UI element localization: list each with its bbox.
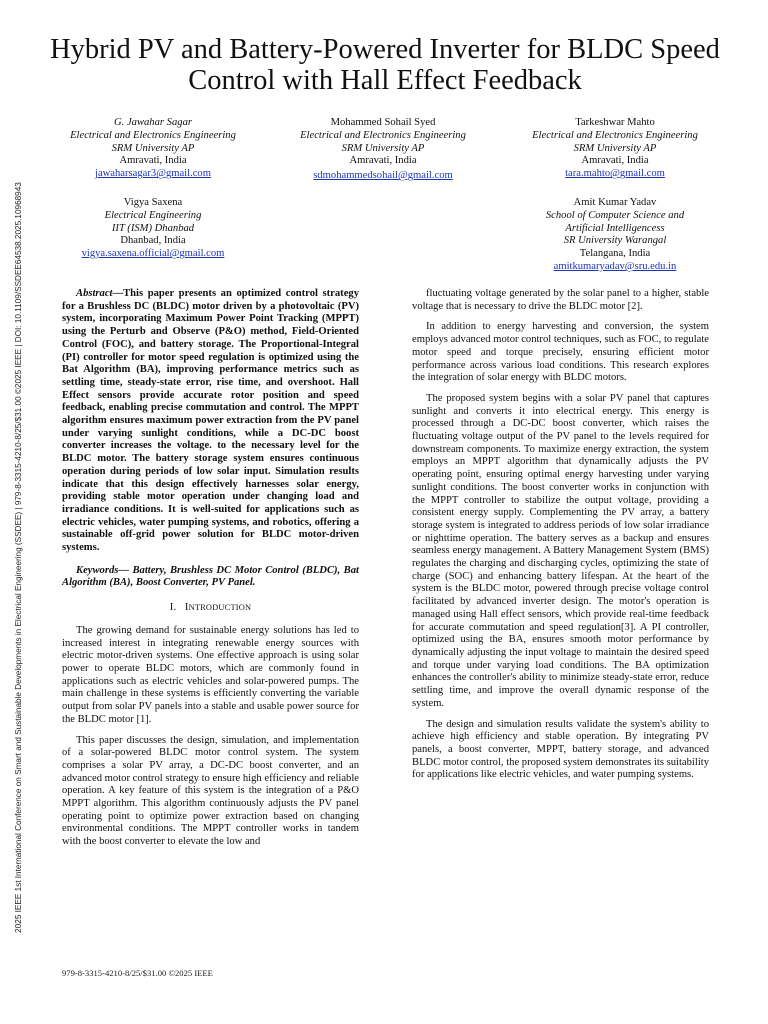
author-block-5 (500, 197, 730, 274)
author-department: Electrical and Electronics Engineering (300, 129, 466, 141)
copyright-footer: 979-8-3315-4210-8/25/$31.00 ©2025 IEEE (62, 968, 213, 978)
author-name: Vigya Saxena (123, 197, 183, 208)
author-email-link[interactable]: tara.mahto@gmail.com (565, 168, 665, 180)
author-block-2 (268, 117, 498, 183)
keywords-label: Keywords— (76, 564, 129, 576)
author-block-3 (500, 117, 730, 181)
author-department-line-1: School of Computer Science and (545, 209, 685, 221)
author-email-link[interactable]: amitkumaryadav@sru.edu.in (553, 260, 677, 272)
author-organization: SR University Warangal (563, 235, 667, 247)
section-first-letter: I (184, 602, 189, 614)
author-block-1 (38, 117, 268, 181)
abstract-label: Abstract (76, 288, 113, 299)
abstract-text: This paper presents an optimized control strategy for a Brushless DC (BLDC) motor driven by a photovoltaic (PV) system, incorporating Maximum Power Point Tracking (MPPT) using the Perturb and Observe (P&O) method, Field-Oriented Control (FOC), and battery storage. The Proportional-Integral (PI) controller for motor speed regulation is optimized using the Bat Algorithm (BA), improving performance metrics such as settling time, steady-state error, rise time, and overshoot. Hall Effect sensors provide accurate rotor position and speed feedback, enabling precise commutation and control. The MPPT algorithm ensures maximum power extraction from the PV panel under varying sunlight conditions, while a DC-DC boost converter increases the voltage. to the necessary level for the BLDC motor. The battery storage system ensures continuous operation during periods of low solar input. Simulation results indicate that this design effectively harnesses solar energy, providing stable motor operation under changing load and irradiance conditions. It is well-suited for applications such as electric vehicles, water pumping systems, and robotics, offering a sustainable off-grid power solution for BLDC motor-driven systems. (62, 288, 359, 554)
author-location: Amravati, India (349, 155, 417, 167)
body-paragraph: The proposed system begins with a solar PV panel that captures sunlight and converts it into electrical energy. This energy is processed through a DC-DC boost converter, which raises the fluctuating voltage output of the PV panel to the levels required for downstream components. To maximize energy extraction, the system employs an MPPT algorithm that dynamically adjusts the PV operating point, ensuring optimal energy harvesting under varying sunlight conditions. The boost converter works in conjunction with the MPPT controller to stabilize the output voltage, providing a consistent energy supply. Complementing the PV array, a battery storage system is integrated to address periods of low solar irradiance or nighttime operation. The battery serves as a backup and ensures seamless energy management. A Battery Management System (BMS) regulates the charging and discharging cycles, optimizing the state of charge (SOC) and enhancing battery lifespan. At the heart of the system is the BLDC motor, powered through precise voltage control facilitated by advanced inverter design. The motor's operation is managed using Hall effect sensors, which provide real-time feedback for accurate commutation and speed regulation[3]. A PI controller, optimized using the BA, ensures smooth motor performance by dynamically adjusting the input voltage to maintain the desired speed and torque under varying load conditions. The BA optimization enhances the controller's ability to minimize steady-state error, reduce settling time, and improve the overall dynamic response of the system. (412, 392, 709, 709)
keywords-text: Battery, Brushless DC Motor Control (BLDC), Bat Algorithm (BA), Boost Converter, PV Panel. (62, 564, 359, 589)
body-paragraph: In addition to energy harvesting and conversion, the system employs advanced motor control techniques, such as FOC, to regulate motor speed and torque precisely, ensuring efficient motor performance across various load conditions. This research explores the integration of solar energy with BLDC motors. (412, 321, 709, 384)
author-block-4 (38, 197, 268, 261)
conference-sidebar-text: 2025 IEEE 1st International Conference on Smart and Sustainable Developments in Electrical Engineering (SSDEE) | 979-8-3315-4210-8/25/$31.00 ©2025 IEEE | DOI: 10.1109/SSDEE64538.2025.10968943 (13, 181, 23, 933)
author-email-link[interactable]: vigya.saxena.official@gmail.com (81, 248, 225, 260)
author-department: Electrical Engineering (104, 209, 202, 221)
author-name: Amit Kumar Yadav (573, 197, 657, 208)
author-department: Electrical and Electronics Engineering (532, 129, 698, 141)
author-department: Electrical and Electronics Engineering (70, 129, 236, 141)
body-paragraph: fluctuating voltage generated by the solar panel to a higher, stable voltage that is necessary to drive the BLDC motor [2]. (412, 288, 709, 312)
conference-sidebar (6, 152, 30, 962)
author-location: Dhanbad, India (120, 235, 186, 247)
author-location: Amravati, India (581, 155, 649, 167)
paper-title: Hybrid PV and Battery-Powered Inverter for BLDC Speed Control with Hall Effect Feedback (50, 34, 720, 96)
keywords-paragraph (62, 565, 359, 590)
section-numeral: I. (169, 602, 177, 614)
section-title-rest: NTRODUCTION (188, 603, 252, 613)
author-location: Telangana, India (579, 248, 651, 260)
abstract-dash: — (112, 288, 124, 299)
abstract-paragraph (62, 288, 359, 555)
body-paragraph: This paper discusses the design, simulation, and implementation of a solar-powered BLDC motor control system. The system comprises a solar PV array, a DC-DC boost converter, and an advanced motor control strategy to ensure high efficiency and reliable operation. A key feature of this system is the integration of a P&O MPPT algorithm. This algorithm continuously adjusts the PV panel operating point to optimize power extraction based on changing environmental conditions. The MPPT controller works in tandem with the boost converter to elevate the low and (62, 734, 359, 848)
body-paragraph: The design and simulation results validate the system's ability to achieve high efficiency and stable operation. By integrating PV panels, a boost converter, MPPT, battery storage, and advanced BLDC motor control, the proposed system demonstrates its suitability for applications like electric vehicles, and water pumping systems. (412, 718, 709, 781)
body-paragraph: The growing demand for sustainable energy solutions has led to increased interest in integrating renewable energy sources with electric motor-driven systems. One effective approach is using solar power to operate BLDC motors, which are commonly found in applications such as electric vehicles and solar-powered pumps. The main challenge in these systems is efficiently converting the variable output from solar PV panels into a stable and usable power source for the BLDC motor [1]. (62, 624, 359, 725)
author-organization: IIT (ISM) Dhanbad (111, 222, 195, 234)
right-column (412, 288, 709, 790)
author-email-link[interactable]: jawaharsagar3@gmail.com (95, 168, 211, 180)
left-column (62, 288, 359, 857)
author-organization: SRM University AP (111, 142, 195, 154)
author-organization: SRM University AP (341, 142, 425, 154)
author-location: Amravati, India (119, 155, 187, 167)
author-name: Mohammed Sohail Syed (330, 117, 436, 128)
author-department-line-2: Artificial Intelligencess (565, 222, 665, 234)
author-name: G. Jawahar Sagar (114, 117, 192, 128)
author-email-link[interactable]: sdmohammedsohail@gmail.com (313, 170, 453, 182)
author-name: Tarkeshwar Mahto (575, 117, 655, 128)
section-heading-introduction (62, 602, 359, 615)
author-organization: SRM University AP (573, 142, 657, 154)
